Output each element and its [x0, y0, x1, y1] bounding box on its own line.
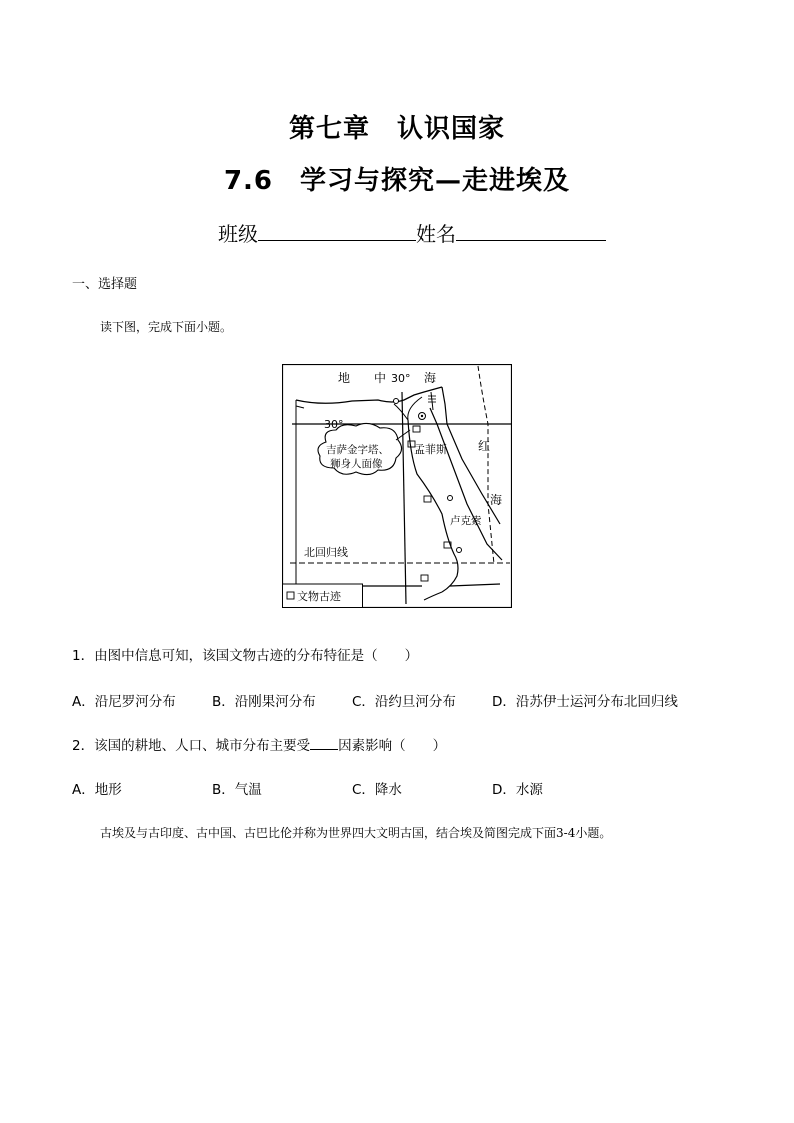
question-2-stem	[72, 734, 446, 754]
city-luxor: 卢克索	[450, 515, 482, 527]
city-icon	[457, 548, 462, 553]
lat-left-label: 30°	[324, 418, 344, 431]
class-blank[interactable]	[258, 222, 416, 241]
sea-label-2: 中	[374, 371, 387, 385]
q2-option-a[interactable]: A．地形	[72, 782, 122, 798]
q2-option-b[interactable]: B．气温	[212, 782, 262, 798]
q1-option-c[interactable]: C．沿约旦河分布	[352, 694, 456, 710]
egypt-map	[282, 364, 512, 608]
name-label: 姓名	[416, 222, 456, 246]
question-1-stem: 1．由图中信息可知，该国文物古迹的分布特征是（ ）	[72, 648, 419, 664]
q1-option-a[interactable]: A．沿尼罗河分布	[72, 694, 176, 710]
q1-option-d[interactable]: D．沿苏伊士运河分布北回归线	[492, 694, 678, 710]
q2-stem-pre: 2．该国的耕地、人口、城市分布主要受	[72, 738, 311, 754]
chapter-title: 第七章 认识国家	[288, 114, 505, 144]
class-label: 班级	[218, 222, 258, 246]
lat-top-label: 30°	[391, 372, 411, 385]
city-icon	[394, 399, 399, 404]
tropic-label: 北回归线	[304, 546, 348, 559]
sea-label-1: 地	[338, 371, 351, 385]
q2-option-d[interactable]: D．水源	[492, 782, 543, 798]
q2-blank[interactable]	[310, 735, 338, 750]
legend-label: 文物古迹	[297, 590, 341, 603]
intro-text-2: 古埃及与古印度、古中国、古巴比伦并称为世界四大文明古国，结合埃及简图完成下面3-4小题。	[100, 826, 612, 840]
q2-stem-post: 因素影响（ ）	[338, 738, 447, 754]
callout-line2: 狮身人面像	[330, 458, 383, 470]
red-sea-label-2: 海	[490, 493, 503, 507]
callout-line1: 吉萨金字塔、	[326, 444, 389, 456]
city-icon	[448, 496, 453, 501]
name-blank[interactable]	[456, 222, 606, 241]
sea-label-3: 海	[424, 371, 437, 385]
section-title: 一、选择题	[72, 277, 138, 292]
intro-text: 读下图，完成下面小题。	[100, 320, 233, 334]
q2-option-c[interactable]: C．降水	[352, 782, 402, 798]
class-name-line	[218, 218, 606, 247]
lesson-title: 7.6 学习与探究—走进埃及	[223, 166, 571, 196]
q1-option-b[interactable]: B．沿刚果河分布	[212, 694, 316, 710]
red-sea-label-1: 红	[478, 439, 491, 453]
city-memphis: 孟菲斯	[414, 443, 447, 456]
